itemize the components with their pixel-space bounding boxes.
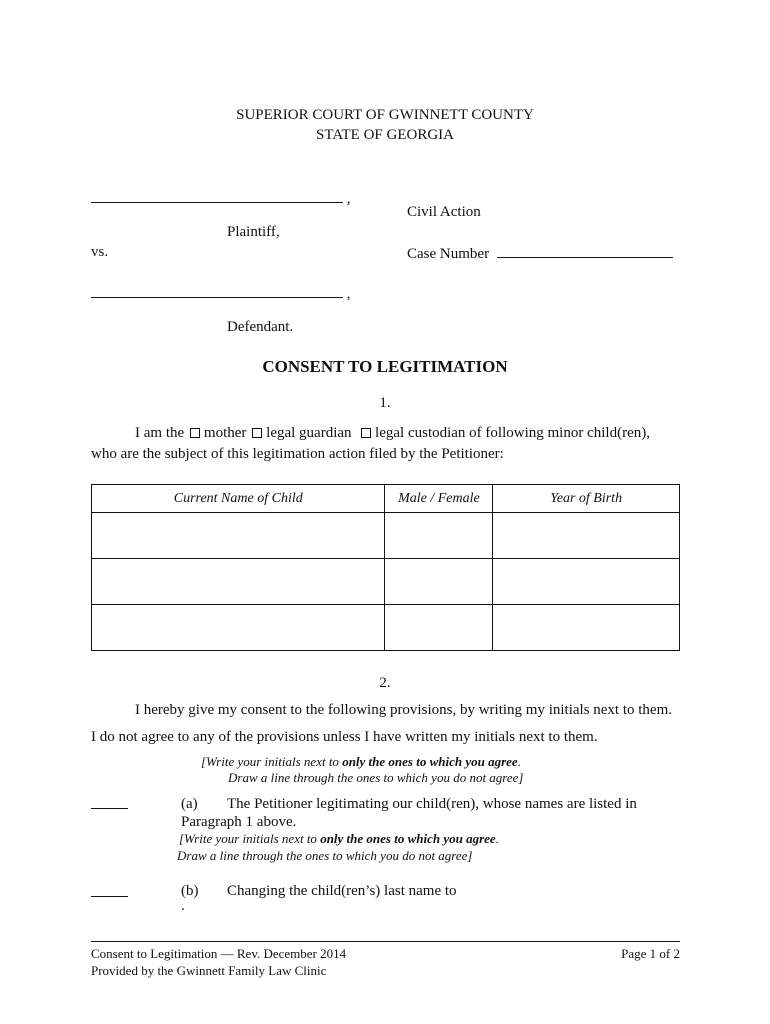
item-b-initials-field[interactable] bbox=[91, 896, 128, 897]
table-row bbox=[92, 605, 680, 651]
item-b-text: Changing the child(ren’s) last name to bbox=[227, 883, 457, 899]
child-sex-cell[interactable] bbox=[385, 513, 493, 559]
case-number-label: Case Number bbox=[407, 246, 490, 262]
footer-page-number: Page 1 of 2 bbox=[621, 946, 680, 961]
section-2-instructions bbox=[201, 754, 521, 770]
section-2-para2: I do not agree to any of the provisions unless I have written my initials next to them. bbox=[91, 729, 598, 745]
column-header-year: Year of Birth bbox=[493, 485, 680, 513]
defendant-name-field[interactable] bbox=[91, 281, 343, 298]
item-b-letter: (b) bbox=[181, 883, 199, 899]
footer-form-name: Consent to Legitimation — Rev. December 2014 bbox=[91, 946, 347, 961]
item-b-text-line2: . bbox=[181, 898, 185, 914]
child-name-cell[interactable] bbox=[92, 605, 385, 651]
section-1-line2: who are the subject of this legitimation action filed by the Petitioner: bbox=[91, 446, 504, 462]
item-a-initials-field[interactable] bbox=[91, 808, 128, 809]
case-number-field[interactable] bbox=[497, 243, 673, 258]
court-state: STATE OF GEORGIA bbox=[316, 127, 454, 143]
table-row bbox=[92, 559, 680, 605]
footer-rule bbox=[91, 941, 680, 942]
plaintiff-name-field[interactable] bbox=[91, 186, 343, 203]
legal-custodian-checkbox[interactable] bbox=[361, 428, 371, 438]
section-2-para1: I hereby give my consent to the following provisions, by writing my initials next to them. bbox=[135, 702, 673, 718]
item-a-text: The Petitioner legitimating our child(ren), whose names are listed in bbox=[227, 796, 637, 812]
instr-post: . bbox=[517, 754, 521, 769]
item-a-letter: (a) bbox=[181, 796, 198, 812]
intro-text: I am the bbox=[135, 425, 185, 441]
instr-bold: only the ones to which you agree bbox=[320, 831, 496, 846]
vs-label: vs. bbox=[91, 244, 109, 260]
child-year-cell[interactable] bbox=[493, 513, 680, 559]
table-header-row bbox=[92, 485, 680, 513]
footer-provider: Provided by the Gwinnett Family Law Clinic bbox=[91, 963, 327, 978]
child-name-cell[interactable] bbox=[92, 513, 385, 559]
legal-guardian-label: legal guardian bbox=[266, 425, 352, 441]
section-2-instructions-line2: Draw a line through the ones to which you do not agree] bbox=[228, 770, 524, 785]
plaintiff-label: Plaintiff, bbox=[227, 224, 280, 240]
item-a-instructions-line2: Draw a line through the ones to which you do not agree] bbox=[177, 848, 473, 863]
instr-post: . bbox=[495, 831, 499, 846]
child-sex-cell[interactable] bbox=[385, 559, 493, 605]
court-name: SUPERIOR COURT OF GWINNETT COUNTY bbox=[236, 107, 534, 123]
column-header-sex: Male / Female bbox=[385, 485, 493, 513]
legal-custodian-label: legal custodian of following minor child(ren), bbox=[375, 425, 650, 441]
item-a-text-line2: Paragraph 1 above. bbox=[181, 814, 297, 830]
column-header-name: Current Name of Child bbox=[92, 485, 385, 513]
section-1-line1 bbox=[135, 425, 650, 442]
defendant-label: Defendant. bbox=[227, 319, 294, 335]
section-1-number: 1. bbox=[379, 395, 391, 411]
legal-guardian-checkbox[interactable] bbox=[252, 428, 262, 438]
mother-checkbox[interactable] bbox=[190, 428, 200, 438]
child-year-cell[interactable] bbox=[493, 559, 680, 605]
child-sex-cell[interactable] bbox=[385, 605, 493, 651]
plaintiff-line bbox=[91, 186, 351, 208]
section-2-number: 2. bbox=[379, 675, 391, 691]
instr-pre: [Write your initials next to bbox=[179, 831, 321, 846]
instr-pre: [Write your initials next to bbox=[201, 754, 343, 769]
comma: , bbox=[346, 286, 351, 302]
instr-bold: only the ones to which you agree bbox=[342, 754, 518, 769]
mother-label: mother bbox=[203, 425, 247, 441]
child-name-cell[interactable] bbox=[92, 559, 385, 605]
case-number-row bbox=[407, 243, 673, 263]
item-a-instructions bbox=[179, 831, 499, 847]
child-year-cell[interactable] bbox=[493, 605, 680, 651]
children-table bbox=[91, 484, 680, 651]
defendant-line bbox=[91, 281, 351, 303]
document-title: CONSENT TO LEGITIMATION bbox=[262, 357, 508, 376]
table-row bbox=[92, 513, 680, 559]
comma: , bbox=[346, 191, 351, 207]
civil-action-label: Civil Action bbox=[407, 204, 481, 220]
